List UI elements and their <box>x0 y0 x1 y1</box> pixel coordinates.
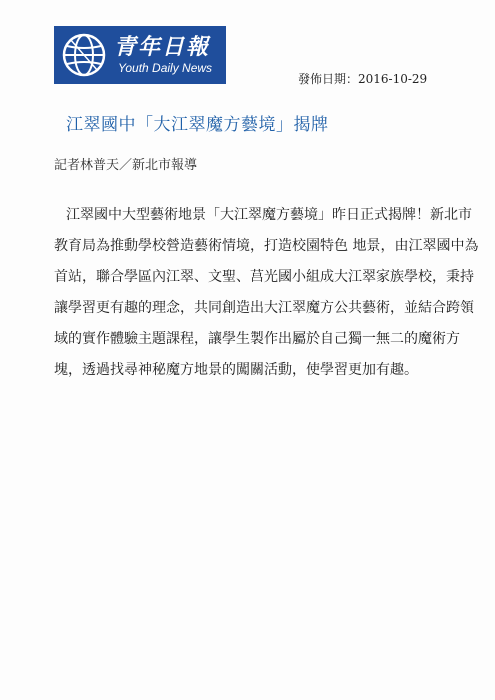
body-line: 教育局為推動學校營造藝術情境，打造校園特色 地景，由江翠國中為 <box>54 238 479 254</box>
body-line: 首站，聯合學區內江翠、文聖、莒光國小組成大江翠家族學校，秉持 <box>54 269 474 285</box>
body-line: 域的實作體驗主題課程，讓學生製作出屬於自己獨一無二的魔術方 <box>54 331 460 347</box>
body-line: 塊，透過找尋神秘魔方地景的闖關活動，使學習更加有趣。 <box>54 362 418 378</box>
article-headline: 江翠國中「大江翠魔方藝境」揭牌 <box>66 115 329 135</box>
masthead-logo <box>54 26 226 84</box>
masthead-name-zh: 青年日報 <box>114 34 211 60</box>
body-line: 江翠國中大型藝術地景「大江翠魔方藝境」昨日正式揭牌！新北市 <box>66 207 472 223</box>
masthead-name-en: Youth Daily News <box>118 61 213 75</box>
publish-date: 發佈日期：2016-10-29 <box>298 72 428 86</box>
body-line: 讓學習更有趣的理念，共同創造出大江翠魔方公共藝術，並結合跨領 <box>54 300 474 316</box>
globe-icon <box>60 31 108 79</box>
masthead-text <box>114 34 212 76</box>
article-byline: 記者林普天／新北市報導 <box>54 158 198 173</box>
article-body <box>54 200 479 386</box>
